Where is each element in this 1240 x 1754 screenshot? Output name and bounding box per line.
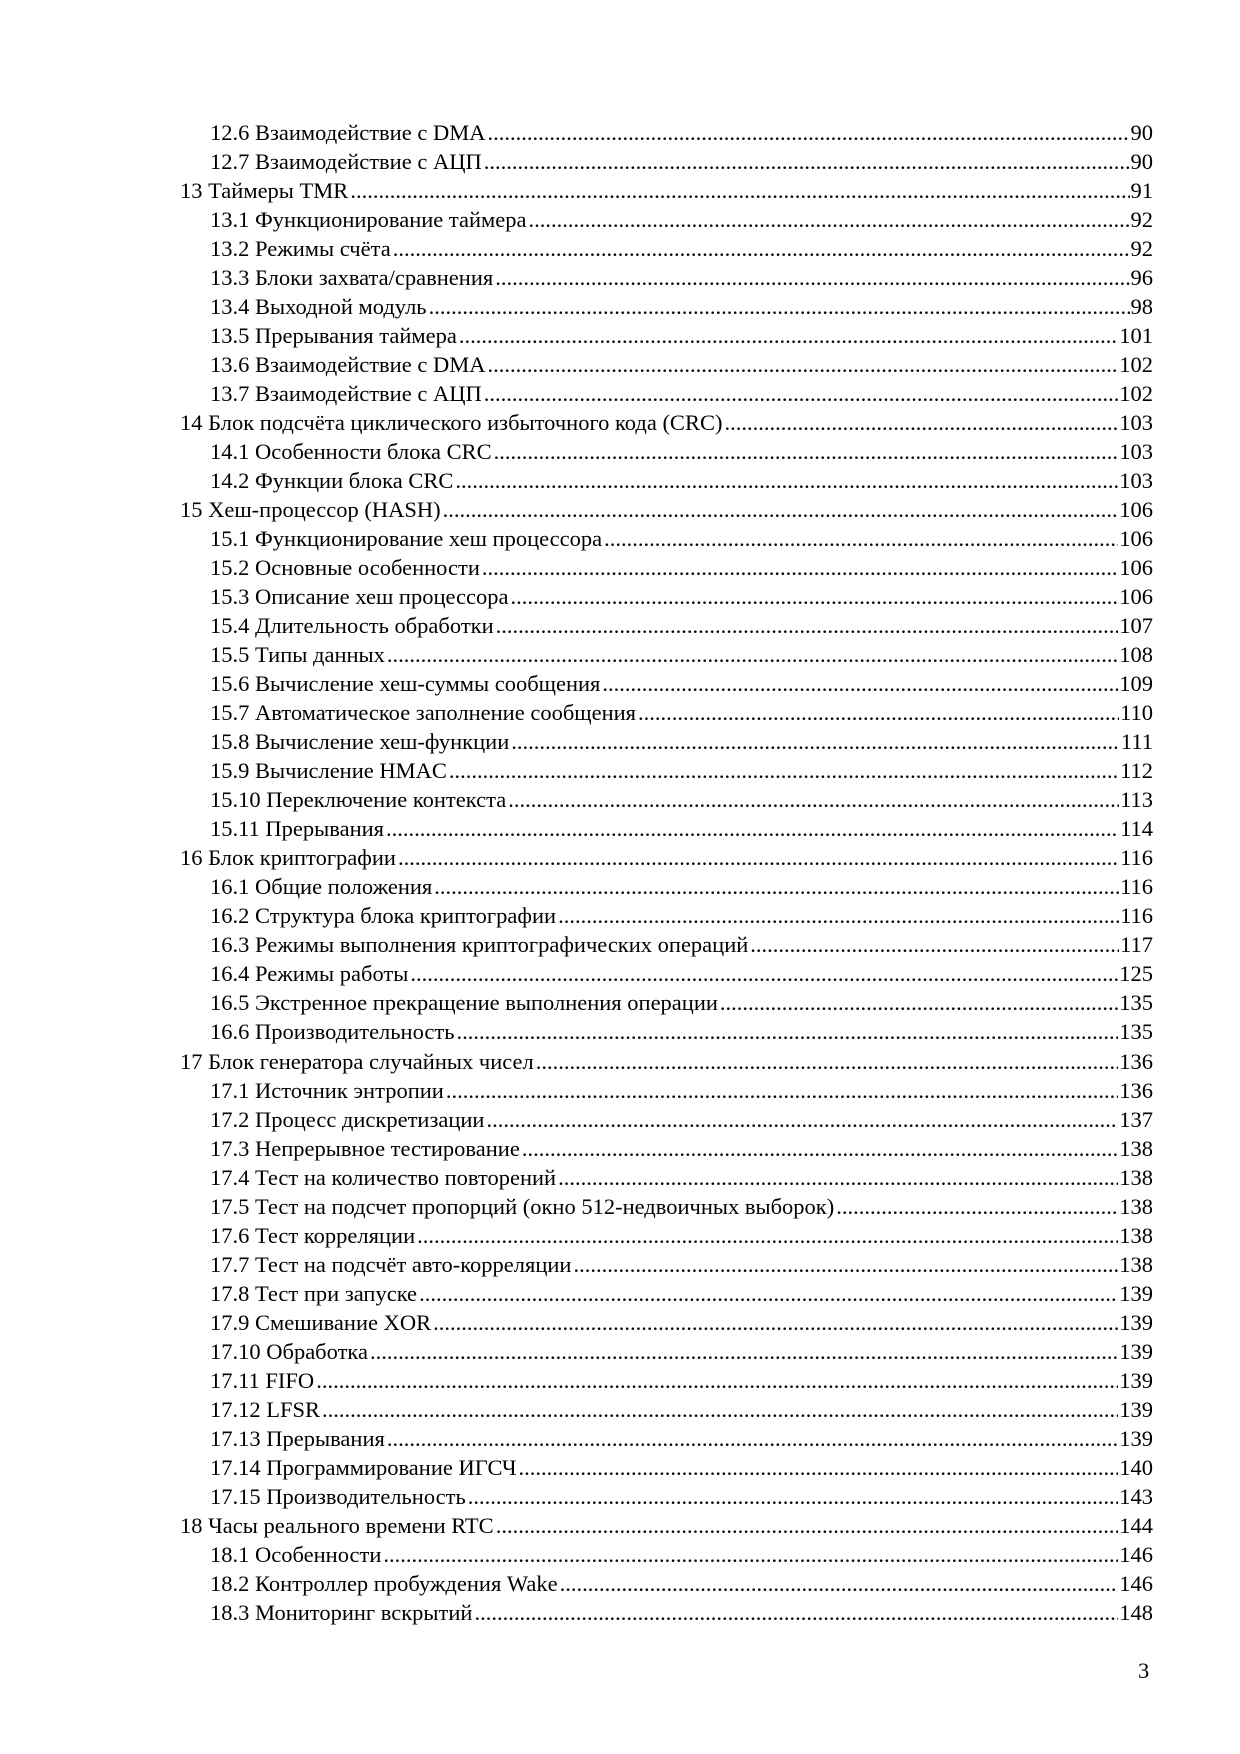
toc-entry-title: 15.8 Вычисление хеш-функции [210, 729, 510, 755]
toc-section-entry[interactable] [180, 1105, 1153, 1134]
toc-section-entry[interactable] [180, 1366, 1153, 1395]
toc-entry-page: 102 [1119, 352, 1153, 378]
toc-entry-page: 148 [1119, 1599, 1153, 1625]
toc-section-entry[interactable] [180, 901, 1153, 930]
toc-entry-title: 13.5 Прерывания таймера [210, 323, 457, 349]
toc-entry-page: 103 [1119, 439, 1153, 465]
toc-section-entry[interactable] [180, 1279, 1153, 1308]
toc-chapter-entry[interactable] [180, 408, 1153, 437]
toc-entry-title: 18.2 Контроллер пробуждения Wake [210, 1570, 558, 1596]
toc-entry-title: 18.3 Мониторинг вскрытий [210, 1599, 473, 1625]
toc-entry-page: 111 [1120, 729, 1153, 755]
toc-section-entry[interactable] [180, 582, 1153, 611]
toc-entry-page: 106 [1119, 497, 1153, 523]
toc-entry-page: 139 [1119, 1309, 1153, 1335]
toc-entry-title: 16.1 Общие положения [210, 874, 433, 900]
toc-entry-title: 13.2 Режимы счёта [210, 236, 391, 262]
toc-entry-page: 139 [1119, 1338, 1153, 1364]
toc-chapter-entry[interactable] [180, 176, 1153, 205]
toc-entry-title: 17.7 Тест на подсчёт авто-корреляции [210, 1251, 572, 1277]
toc-entry-page: 112 [1120, 758, 1153, 784]
toc-section-entry[interactable] [180, 1221, 1153, 1250]
toc-entry-title: 15.4 Длительность обработки [210, 613, 494, 639]
toc-entry-page: 137 [1119, 1106, 1153, 1132]
toc-section-entry[interactable] [180, 524, 1153, 553]
toc-dot-leader [350, 176, 1129, 205]
toc-entry-title: 16.6 Производительность [210, 1019, 455, 1045]
toc-dot-leader [393, 234, 1130, 263]
toc-section-entry[interactable] [180, 1337, 1153, 1366]
toc-dot-leader [536, 1047, 1119, 1076]
toc-entry-page: 101 [1119, 323, 1153, 349]
toc-entry-title: 13 Таймеры TMR [180, 178, 349, 204]
toc-entry-title: 17.12 LFSR [210, 1396, 321, 1422]
toc-entry-title: 12.7 Взаимодействие с АЦП [210, 149, 482, 175]
toc-section-entry[interactable] [180, 727, 1153, 756]
toc-entry-page: 117 [1120, 932, 1153, 958]
toc-section-entry[interactable] [180, 1163, 1153, 1192]
toc-entry-title: 13.1 Функционирование таймера [210, 207, 527, 233]
toc-entry-title: 15.2 Основные особенности [210, 555, 480, 581]
toc-entry-page: 143 [1119, 1483, 1153, 1509]
toc-section-entry[interactable] [180, 988, 1153, 1017]
toc-section-entry[interactable] [180, 1453, 1153, 1482]
toc-dot-leader [720, 988, 1118, 1017]
toc-dot-leader [602, 669, 1118, 698]
toc-chapter-entry[interactable] [180, 843, 1153, 872]
toc-section-entry[interactable] [180, 234, 1153, 263]
toc-dot-leader [443, 495, 1119, 524]
toc-entry-title: 13.6 Взаимодействие с DMA [210, 352, 486, 378]
toc-section-entry[interactable] [180, 1424, 1153, 1453]
toc-entry-page: 116 [1120, 845, 1153, 871]
toc-entry-page: 139 [1119, 1396, 1153, 1422]
toc-entry-title: 14.1 Особенности блока CRC [210, 439, 492, 465]
toc-dot-leader [316, 1366, 1118, 1395]
toc-section-entry[interactable] [180, 1308, 1153, 1337]
toc-entry-page: 138 [1119, 1164, 1153, 1190]
toc-section-entry[interactable] [180, 669, 1153, 698]
toc-dot-leader [410, 959, 1118, 988]
toc-entry-page: 92 [1130, 207, 1153, 233]
toc-dot-leader [482, 553, 1118, 582]
toc-dot-leader [496, 611, 1119, 640]
toc-entry-title: 12.6 Взаимодействие с DMA [210, 120, 486, 145]
toc-section-entry[interactable] [180, 1395, 1153, 1424]
toc-dot-leader [495, 263, 1129, 292]
toc-section-entry[interactable] [180, 698, 1153, 727]
toc-entry-title: 18 Часы реального времени RTC [180, 1512, 494, 1538]
toc-dot-leader [496, 1511, 1119, 1540]
toc-entry-page: 109 [1119, 671, 1153, 697]
toc-section-entry[interactable] [180, 263, 1153, 292]
toc-section-entry[interactable] [180, 814, 1153, 843]
toc-dot-leader [468, 1482, 1119, 1511]
toc-section-entry[interactable] [180, 1598, 1153, 1627]
toc-dot-leader [370, 1337, 1118, 1366]
toc-entry-title: 17.8 Тест при запуске [210, 1280, 418, 1306]
toc-entry-page: 139 [1119, 1425, 1153, 1451]
toc-entry-page: 138 [1119, 1135, 1153, 1161]
toc-dot-leader [398, 843, 1119, 872]
toc-dot-leader [383, 1540, 1118, 1569]
toc-dot-leader [529, 205, 1130, 234]
toc-entry-page: 107 [1119, 613, 1153, 639]
toc-entry-page: 144 [1119, 1512, 1153, 1538]
toc-dot-leader [486, 1105, 1118, 1134]
toc-entry-page: 110 [1120, 700, 1153, 726]
toc-entry-title: 16 Блок криптографии [180, 845, 396, 871]
toc-dot-leader [487, 350, 1118, 379]
toc-section-entry[interactable] [180, 1250, 1153, 1279]
toc-entry-page: 140 [1119, 1454, 1153, 1480]
toc-dot-leader [386, 814, 1119, 843]
toc-entry-page: 135 [1119, 1019, 1153, 1045]
toc-entry-page: 116 [1120, 874, 1153, 900]
toc-section-entry[interactable] [180, 1569, 1153, 1598]
toc-dot-leader [573, 1250, 1118, 1279]
toc-entry-page: 146 [1119, 1541, 1153, 1567]
toc-dot-leader [750, 930, 1119, 959]
page-number: 3 [1138, 1658, 1150, 1683]
toc-entry-page: 98 [1130, 294, 1153, 320]
toc-entry-title: 17.4 Тест на количество повторений [210, 1164, 557, 1190]
toc-dot-leader [474, 1598, 1118, 1627]
toc-dot-leader [387, 1424, 1118, 1453]
toc-dot-leader [484, 147, 1130, 176]
toc-entry-page: 136 [1119, 1077, 1153, 1103]
toc-section-entry[interactable] [180, 379, 1153, 408]
toc-entry-page: 102 [1119, 381, 1153, 407]
toc-dot-leader [519, 1453, 1119, 1482]
toc-dot-leader [836, 1192, 1118, 1221]
toc-entry-page: 113 [1120, 787, 1153, 813]
toc-entry-title: 15.7 Автоматическое заполнение сообщения [210, 700, 637, 726]
toc-dot-leader [558, 1163, 1118, 1192]
toc-entry-page: 135 [1119, 990, 1153, 1016]
toc-entry-title: 15.10 Переключение контекста [210, 787, 507, 813]
toc-section-entry[interactable] [180, 1482, 1153, 1511]
toc-entry-page: 116 [1120, 903, 1153, 929]
toc-entry-page: 139 [1119, 1280, 1153, 1306]
toc-entry-title: 17.10 Обработка [210, 1338, 368, 1364]
toc-section-entry[interactable] [180, 1017, 1153, 1046]
toc-section-entry[interactable] [180, 611, 1153, 640]
toc-section-entry[interactable] [180, 1076, 1153, 1105]
toc-entry-title: 15.6 Вычисление хеш-суммы сообщения [210, 671, 601, 697]
toc-section-entry[interactable] [180, 350, 1153, 379]
toc-entry-title: 17.3 Непрерывное тестирование [210, 1135, 520, 1161]
toc-entry-page: 146 [1119, 1570, 1153, 1596]
toc-section-entry[interactable] [180, 640, 1153, 669]
toc-entry-page: 103 [1119, 410, 1153, 436]
toc-entry-page: 106 [1119, 584, 1153, 610]
toc-section-entry[interactable] [180, 756, 1153, 785]
toc-section-entry[interactable] [180, 1540, 1153, 1569]
toc-entry-title: 15.11 Прерывания [210, 816, 385, 842]
toc-section-entry[interactable] [180, 1134, 1153, 1163]
toc-entry-page: 90 [1130, 120, 1153, 145]
toc-dot-leader [449, 756, 1119, 785]
toc-entry-page: 138 [1119, 1222, 1153, 1248]
toc-section-entry[interactable] [180, 930, 1153, 959]
toc-entry-page: 114 [1120, 816, 1153, 842]
toc-entry-title: 16.2 Структура блока криптографии [210, 903, 557, 929]
toc-dot-leader [419, 1279, 1118, 1308]
toc-entry-page: 138 [1119, 1193, 1153, 1219]
toc-section-entry[interactable] [180, 118, 1153, 147]
toc-dot-leader [724, 408, 1118, 437]
toc-entry-page: 90 [1130, 149, 1153, 175]
toc-entry-title: 17.6 Тест корреляции [210, 1222, 416, 1248]
toc-entry-title: 13.4 Выходной модуль [210, 294, 427, 320]
toc-entry-title: 15.9 Вычисление HMAC [210, 758, 447, 784]
toc-dot-leader [433, 1308, 1118, 1337]
toc-chapter-entry[interactable] [180, 1047, 1153, 1076]
toc-entry-page: 92 [1130, 236, 1153, 262]
toc-section-entry[interactable] [180, 872, 1153, 901]
toc-section-entry[interactable] [180, 785, 1153, 814]
toc-dot-leader [417, 1221, 1118, 1250]
toc-entry-title: 17 Блок генератора случайных чисел [180, 1048, 534, 1074]
toc-entry-page: 103 [1119, 468, 1153, 494]
toc-section-entry[interactable] [180, 147, 1153, 176]
toc-entry-title: 17.15 Производительность [210, 1483, 466, 1509]
toc-entry-title: 13.3 Блоки захвата/сравнения [210, 265, 494, 291]
toc-section-entry[interactable] [180, 321, 1153, 350]
toc-entry-page: 138 [1119, 1251, 1153, 1277]
toc-section-entry[interactable] [180, 205, 1153, 234]
table-of-contents [180, 118, 1153, 1627]
toc-dot-leader [638, 698, 1119, 727]
toc-dot-leader [387, 640, 1118, 669]
toc-chapter-entry[interactable] [180, 1511, 1153, 1540]
toc-entry-title: 13.7 Взаимодействие с АЦП [210, 381, 482, 407]
toc-dot-leader [511, 727, 1120, 756]
toc-entry-title: 14.2 Функции блока CRC [210, 468, 454, 494]
toc-entry-title: 17.14 Программирование ИГСЧ [210, 1454, 517, 1480]
toc-section-entry[interactable] [180, 553, 1153, 582]
toc-entry-title: 15 Хеш-процессор (HASH) [180, 497, 441, 523]
toc-section-entry[interactable] [180, 437, 1153, 466]
toc-dot-leader [487, 118, 1129, 147]
toc-entry-title: 16.5 Экстренное прекращение выполнения операции [210, 990, 718, 1016]
toc-dot-leader [508, 785, 1119, 814]
toc-entry-title: 16.3 Режимы выполнения криптографических операций [210, 932, 749, 958]
toc-dot-leader [604, 524, 1118, 553]
toc-dot-leader [494, 437, 1119, 466]
toc-dot-leader [455, 466, 1118, 495]
toc-entry-title: 17.9 Смешивание XOR [210, 1309, 432, 1335]
toc-dot-leader [558, 901, 1119, 930]
toc-entry-title: 17.2 Процесс дискретизации [210, 1106, 485, 1132]
toc-entry-title: 17.13 Прерывания [210, 1425, 385, 1451]
toc-dot-leader [459, 321, 1118, 350]
toc-entry-title: 18.1 Особенности [210, 1541, 382, 1567]
toc-dot-leader [456, 1017, 1118, 1046]
toc-dot-leader [484, 379, 1119, 408]
toc-chapter-entry[interactable] [180, 495, 1153, 524]
toc-entry-page: 136 [1119, 1048, 1153, 1074]
toc-entry-title: 17.11 FIFO [210, 1367, 315, 1393]
toc-entry-page: 108 [1119, 642, 1153, 668]
toc-entry-page: 96 [1130, 265, 1153, 291]
toc-section-entry[interactable] [180, 466, 1153, 495]
toc-entry-title: 16.4 Режимы работы [210, 961, 409, 987]
toc-entry-page: 106 [1119, 526, 1153, 552]
toc-section-entry[interactable] [180, 1192, 1153, 1221]
toc-entry-page: 125 [1119, 961, 1153, 987]
toc-entry-title: 15.3 Описание хеш процессора [210, 584, 509, 610]
toc-dot-leader [429, 292, 1130, 321]
toc-dot-leader [322, 1395, 1118, 1424]
toc-dot-leader [434, 872, 1119, 901]
toc-entry-title: 15.1 Функционирование хеш процессора [210, 526, 603, 552]
toc-entry-page: 106 [1119, 555, 1153, 581]
toc-dot-leader [511, 582, 1119, 611]
toc-entry-title: 17.5 Тест на подсчет пропорций (окно 512-недвоичных выборок) [210, 1193, 835, 1219]
toc-entry-title: 17.1 Источник энтропии [210, 1077, 444, 1103]
toc-dot-leader [522, 1134, 1118, 1163]
toc-dot-leader [560, 1569, 1119, 1598]
toc-entry-title: 15.5 Типы данных [210, 642, 385, 668]
toc-entry-title: 14 Блок подсчёта циклического избыточного кода (CRC) [180, 410, 723, 436]
toc-section-entry[interactable] [180, 959, 1153, 988]
toc-dot-leader [446, 1076, 1118, 1105]
toc-section-entry[interactable] [180, 292, 1153, 321]
toc-entry-page: 139 [1119, 1367, 1153, 1393]
toc-entry-page: 91 [1130, 178, 1153, 204]
